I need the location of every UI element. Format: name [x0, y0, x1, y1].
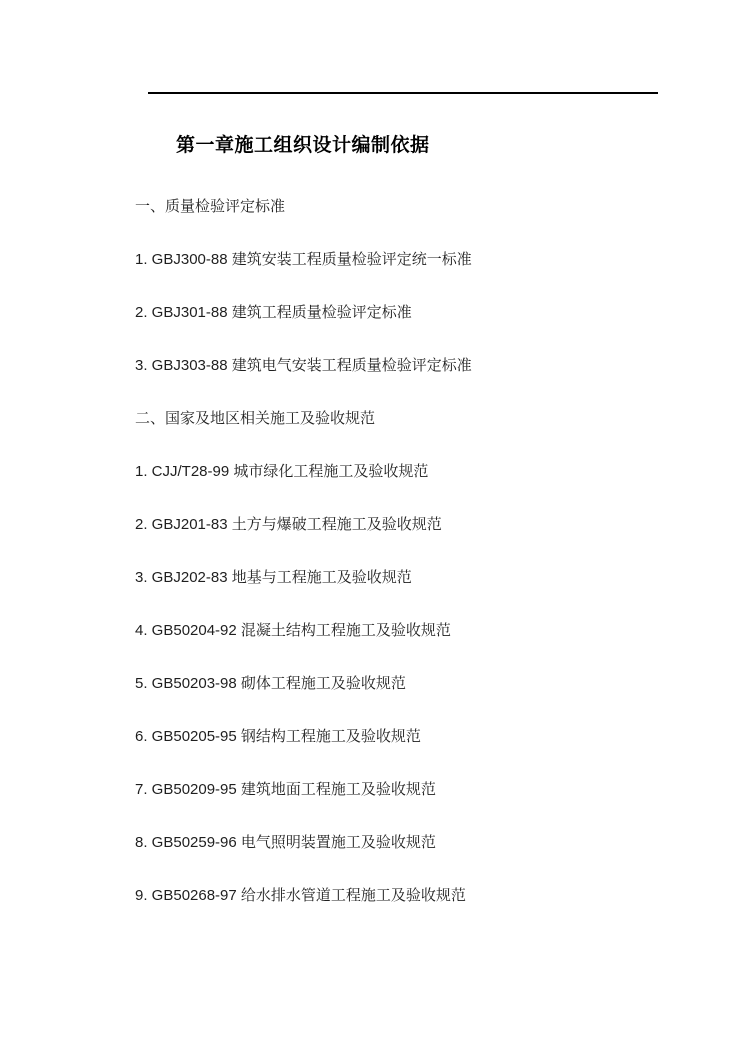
list-item: 2. GBJ301-88 建筑工程质量检验评定标准	[135, 304, 412, 321]
list-item: 7. GB50209-95 建筑地面工程施工及验收规范	[135, 781, 436, 798]
list-item: 8. GB50259-96 电气照明装置施工及验收规范	[135, 834, 436, 851]
list-item: 5. GB50203-98 砌体工程施工及验收规范	[135, 675, 406, 692]
list-item: 3. GBJ303-88 建筑电气安装工程质量检验评定标准	[135, 357, 472, 374]
list-item: 1. CJJ/T28-99 城市绿化工程施工及验收规范	[135, 463, 429, 480]
list-item: 2. GBJ201-83 土方与爆破工程施工及验收规范	[135, 516, 442, 533]
list-item: 3. GBJ202-83 地基与工程施工及验收规范	[135, 569, 412, 586]
list-item: 4. GB50204-92 混凝土结构工程施工及验收规范	[135, 622, 451, 639]
list-item: 9. GB50268-97 给水排水管道工程施工及验收规范	[135, 887, 466, 904]
document-body	[135, 199, 684, 941]
list-item: 1. GBJ300-88 建筑安装工程质量检验评定统一标准	[135, 251, 472, 268]
list-item: 6. GB50205-95 钢结构工程施工及验收规范	[135, 728, 421, 745]
header-divider-rule	[148, 92, 658, 94]
chapter-title: 第一章施工组织设计编制依据	[176, 135, 430, 156]
section-heading: 一、质量检验评定标准	[135, 198, 286, 215]
section-heading: 二、国家及地区相关施工及验收规范	[135, 410, 376, 427]
